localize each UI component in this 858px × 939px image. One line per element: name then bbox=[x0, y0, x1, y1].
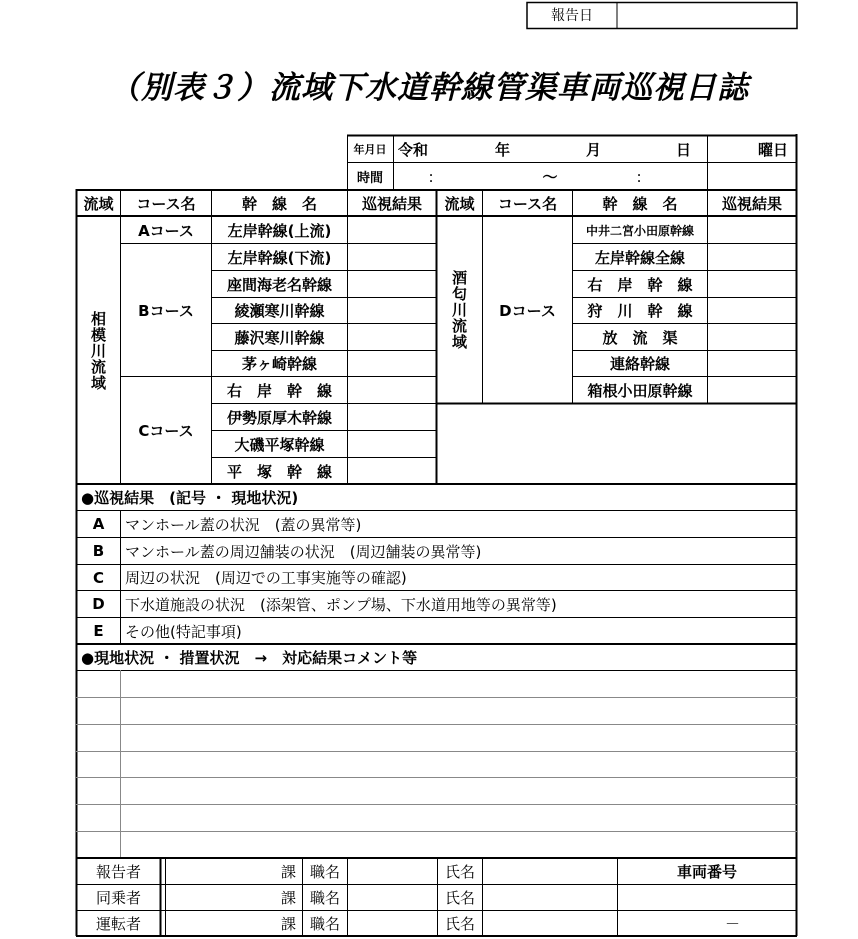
time-label: 時間 bbox=[356, 171, 383, 186]
trunk-line-name: 伊勢原厚木幹線 bbox=[226, 408, 332, 427]
name-field[interactable] bbox=[483, 859, 617, 884]
trunk-line-name: 右 岸 幹 線 bbox=[226, 381, 332, 400]
header-basin-right: 流域 bbox=[444, 195, 475, 213]
result-cell[interactable] bbox=[348, 244, 436, 270]
comment-row[interactable] bbox=[121, 671, 796, 697]
result-cell[interactable] bbox=[348, 271, 436, 297]
section-label: 課 bbox=[280, 863, 296, 881]
position-field[interactable] bbox=[348, 859, 437, 884]
section-label: 課 bbox=[280, 915, 296, 933]
basin-right-name: 酒匂川流域 bbox=[450, 270, 468, 350]
result-cell[interactable] bbox=[708, 217, 796, 243]
result-cell[interactable] bbox=[708, 377, 796, 403]
name-label: 氏名 bbox=[444, 915, 475, 933]
legend-code: E bbox=[93, 622, 104, 640]
header-course-right: コース名 bbox=[497, 195, 558, 213]
result-cell[interactable] bbox=[348, 458, 436, 484]
result-cell[interactable] bbox=[348, 431, 436, 457]
comment-row[interactable] bbox=[121, 805, 796, 831]
name-field[interactable] bbox=[483, 911, 617, 936]
course-d-name: Dコース bbox=[499, 301, 556, 320]
course-a-name: Aコース bbox=[138, 221, 194, 240]
legend-code: C bbox=[92, 568, 104, 587]
trunk-line-name: 藤沢寒川幹線 bbox=[234, 328, 325, 347]
result-cell[interactable] bbox=[708, 298, 796, 323]
header-trunk-right: 幹 線 名 bbox=[602, 195, 678, 213]
comment-row[interactable] bbox=[121, 752, 796, 777]
header-result-right: 巡視結果 bbox=[721, 195, 782, 213]
trunk-line-name: 箱根小田原幹線 bbox=[587, 381, 693, 400]
header-result-left: 巡視結果 bbox=[361, 195, 422, 213]
trunk-line-name: 右 岸 幹 線 bbox=[587, 275, 693, 294]
course-c-name: Cコース bbox=[138, 422, 194, 440]
trunk-line-name: 連絡幹線 bbox=[609, 355, 670, 373]
position-field[interactable] bbox=[348, 885, 437, 910]
report-date-label: 報告日 bbox=[551, 8, 593, 24]
time-tilde: ～ bbox=[542, 168, 558, 186]
legend-text: マンホール蓋の状況 (蓋の異常等) bbox=[125, 515, 362, 534]
role-passenger: 同乗者 bbox=[95, 889, 141, 907]
legend-text: マンホール蓋の周辺舗装の状況 (周辺舗装の異常等) bbox=[125, 542, 482, 561]
trunk-line-name: 放 流 渠 bbox=[602, 328, 678, 347]
date-label: 年月日 bbox=[353, 143, 387, 156]
vehicle-dash: － bbox=[724, 915, 740, 933]
position-label: 職名 bbox=[309, 915, 340, 933]
comment-row[interactable] bbox=[121, 698, 796, 724]
role-driver: 運転者 bbox=[95, 915, 141, 933]
header-basin-left: 流域 bbox=[83, 195, 114, 213]
section-label: 課 bbox=[280, 889, 296, 907]
comment-row[interactable] bbox=[121, 778, 796, 804]
trunk-line-name: 中井二宮小田原幹線 bbox=[585, 223, 694, 238]
time-colon-start: : bbox=[428, 167, 434, 186]
trunk-line-name: 左岸幹線全線 bbox=[594, 248, 685, 267]
legend-text: 周辺の状況 (周辺での工事実施等の確認) bbox=[125, 569, 407, 587]
name-field[interactable] bbox=[483, 885, 617, 910]
result-cell[interactable] bbox=[348, 377, 436, 403]
result-cell[interactable] bbox=[348, 351, 436, 376]
legend-code: B bbox=[92, 542, 105, 560]
trunk-line-name: 左岸幹線(上流) bbox=[227, 221, 332, 240]
result-cell[interactable] bbox=[348, 404, 436, 430]
year-label: 年 bbox=[495, 140, 511, 159]
time-colon-end: : bbox=[636, 167, 642, 186]
trunk-line-name: 左岸幹線(下流) bbox=[227, 248, 332, 267]
result-cell[interactable] bbox=[708, 244, 796, 270]
vehicle-number-label: 車両番号 bbox=[676, 863, 737, 881]
name-label: 氏名 bbox=[444, 863, 475, 881]
legend-code: D bbox=[92, 595, 105, 613]
month-label: 月 bbox=[586, 140, 602, 159]
result-cell[interactable] bbox=[708, 271, 796, 297]
result-cell[interactable] bbox=[348, 324, 436, 350]
comment-row[interactable] bbox=[121, 832, 796, 858]
day-label: 日 bbox=[676, 140, 692, 159]
position-label: 職名 bbox=[309, 863, 340, 881]
trunk-line-name: 座間海老名幹線 bbox=[226, 275, 332, 294]
result-cell[interactable] bbox=[348, 298, 436, 323]
trunk-line-name: 狩 川 幹 線 bbox=[587, 302, 693, 320]
header-trunk-left: 幹 線 名 bbox=[241, 195, 317, 213]
legend-text: 下水道施設の状況 (添架管、ポンプ場、下水道用地等の異常等) bbox=[125, 595, 557, 614]
legend-code: A bbox=[92, 515, 105, 533]
comment-row[interactable] bbox=[121, 725, 796, 751]
result-cell[interactable] bbox=[348, 217, 436, 243]
position-label: 職名 bbox=[309, 889, 340, 907]
basin-left-name: 相模川流域 bbox=[89, 310, 107, 391]
name-label: 氏名 bbox=[444, 889, 475, 907]
weekday-label: 曜日 bbox=[758, 140, 789, 159]
role-reporter: 報告者 bbox=[95, 863, 141, 881]
trunk-line-name: 平 塚 幹 線 bbox=[226, 462, 332, 481]
page-title: （別表３）流域下水道幹線管渠車両巡視日誌 bbox=[109, 70, 749, 106]
comments-title: ●現地状況 ・ 措置状況 → 対応結果コメント等 bbox=[81, 649, 418, 667]
trunk-line-name: 綾瀬寒川幹線 bbox=[234, 302, 325, 320]
trunk-line-name: 茅ヶ崎幹線 bbox=[241, 355, 317, 373]
vehicle-number-field[interactable] bbox=[618, 885, 796, 910]
result-cell[interactable] bbox=[708, 351, 796, 376]
era-label: 令和 bbox=[398, 140, 429, 159]
position-field[interactable] bbox=[348, 911, 437, 936]
result-cell[interactable] bbox=[708, 324, 796, 350]
header-course-left: コース名 bbox=[136, 195, 196, 213]
trunk-line-name: 大磯平塚幹線 bbox=[234, 435, 325, 454]
course-b-name: Bコース bbox=[138, 301, 194, 320]
legend-title: ●巡視結果 (記号 ・ 現地状況) bbox=[81, 489, 299, 507]
legend-text: その他(特記事項) bbox=[125, 622, 242, 641]
